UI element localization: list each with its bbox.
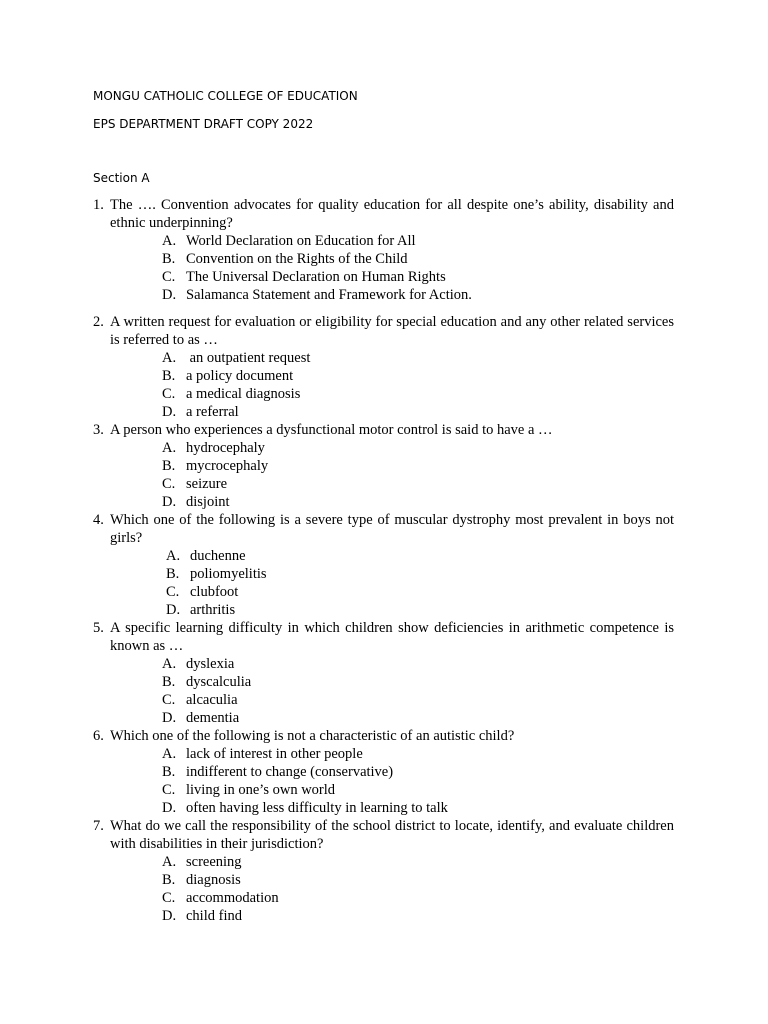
option-letter: B. <box>162 251 176 267</box>
question-6 <box>93 727 674 817</box>
option-a <box>162 232 674 250</box>
option-letter: D. <box>162 908 177 924</box>
option-b <box>162 367 674 385</box>
question-3 <box>93 421 674 511</box>
question-text: Which one of the following is a severe type of muscular dystrophy most prevalent in boys not girls? <box>110 512 674 546</box>
option-letter: D. <box>162 800 177 816</box>
department-title: EPS DEPARTMENT DRAFT COPY 2022 <box>93 117 314 131</box>
option-text: dyslexia <box>186 656 235 672</box>
option-text: child find <box>186 908 242 924</box>
option-letter: C. <box>162 386 176 402</box>
option-d <box>162 907 674 925</box>
option-text: mycrocephaly <box>186 458 269 474</box>
question-text: Which one of the following is not a characteristic of an autistic child? <box>110 728 515 744</box>
option-text: screening <box>186 854 242 870</box>
option-letter: D. <box>162 287 177 303</box>
question-number: 6. <box>93 728 104 744</box>
option-letter: C. <box>162 890 176 906</box>
option-text: an outpatient request <box>186 350 311 366</box>
answer-options <box>110 349 674 421</box>
option-letter: B. <box>162 764 176 780</box>
college-name: MONGU CATHOLIC COLLEGE OF EDUCATION <box>93 89 358 103</box>
option-b <box>162 871 674 889</box>
option-letter: B. <box>162 458 176 474</box>
option-text: living in one’s own world <box>186 782 336 798</box>
option-letter: A. <box>162 440 177 456</box>
option-letter: D. <box>162 710 177 726</box>
option-d <box>166 601 674 619</box>
option-d <box>162 286 674 304</box>
question-7 <box>93 817 674 925</box>
question-1 <box>93 196 674 304</box>
option-letter: A. <box>162 350 177 366</box>
option-text: The Universal Declaration on Human Rights <box>186 269 446 285</box>
option-letter: B. <box>162 368 176 384</box>
option-letter: A. <box>162 746 177 762</box>
option-text: indifferent to change (conservative) <box>186 764 394 780</box>
question-text: A specific learning difficulty in which children show deficiencies in arithmetic competence is known as … <box>110 620 674 654</box>
option-letter: A. <box>162 854 177 870</box>
option-text: dyscalculia <box>186 674 252 690</box>
option-letter: C. <box>162 782 176 798</box>
option-c <box>162 889 674 907</box>
option-b <box>162 673 674 691</box>
option-a <box>162 349 674 367</box>
question-text: What do we call the responsibility of the school district to locate, identify, and evaluate children with disabilities in their jurisdiction? <box>110 818 674 852</box>
option-letter: B. <box>162 674 176 690</box>
option-letter: D. <box>162 494 177 510</box>
question-number: 2. <box>93 314 104 330</box>
option-text: lack of interest in other people <box>186 746 363 762</box>
option-a <box>162 853 674 871</box>
answer-options <box>110 853 674 925</box>
option-letter: C. <box>162 269 176 285</box>
option-letter: D. <box>166 602 181 618</box>
question-text: A written request for evaluation or eligibility for special education and any other related services is referred to as … <box>110 314 674 348</box>
option-text: a medical diagnosis <box>186 386 301 402</box>
question-number: 1. <box>93 197 104 213</box>
question-number: 7. <box>93 818 104 834</box>
option-d <box>162 799 674 817</box>
option-letter: B. <box>162 872 176 888</box>
option-a <box>162 655 674 673</box>
question-number: 5. <box>93 620 104 636</box>
option-letter: C. <box>162 692 176 708</box>
answer-options <box>110 439 674 511</box>
option-text: World Declaration on Education for All <box>186 233 416 249</box>
question-5 <box>93 619 674 727</box>
option-c <box>162 475 674 493</box>
option-text: a referral <box>186 404 239 420</box>
question-number: 4. <box>93 512 104 528</box>
option-b <box>162 763 674 781</box>
question-text: The …. Convention advocates for quality education for all despite one’s ability, disability and ethnic underpinning? <box>110 197 674 231</box>
option-text: poliomyelitis <box>190 566 267 582</box>
option-letter: C. <box>162 476 176 492</box>
option-b <box>166 565 674 583</box>
option-d <box>162 403 674 421</box>
answer-options <box>110 655 674 727</box>
option-a <box>162 745 674 763</box>
option-text: hydrocephaly <box>186 440 265 456</box>
option-text: seizure <box>186 476 228 492</box>
option-a <box>166 547 674 565</box>
option-text: Convention on the Rights of the Child <box>186 251 408 267</box>
option-c <box>162 268 674 286</box>
answer-options <box>110 745 674 817</box>
option-b <box>162 250 674 268</box>
option-d <box>162 493 674 511</box>
question-text: A person who experiences a dysfunctional motor control is said to have a … <box>110 422 553 438</box>
answer-options <box>110 547 674 619</box>
option-c <box>162 691 674 709</box>
option-c <box>162 385 674 403</box>
option-text: dementia <box>186 710 240 726</box>
option-b <box>162 457 674 475</box>
option-text: often having less difficulty in learning to talk <box>186 800 448 816</box>
question-2 <box>93 313 674 421</box>
option-a <box>162 439 674 457</box>
option-letter: B. <box>166 566 180 582</box>
option-letter: A. <box>166 548 181 564</box>
option-d <box>162 709 674 727</box>
option-text: Salamanca Statement and Framework for Action. <box>186 287 472 303</box>
option-letter: A. <box>162 233 177 249</box>
option-c <box>162 781 674 799</box>
option-text: duchenne <box>190 548 246 564</box>
option-letter: A. <box>162 656 177 672</box>
option-letter: D. <box>162 404 177 420</box>
section-heading: Section A <box>93 171 150 185</box>
question-number: 3. <box>93 422 104 438</box>
option-text: a policy document <box>186 368 294 384</box>
option-text: arthritis <box>190 602 236 618</box>
option-text: disjoint <box>186 494 230 510</box>
option-text: diagnosis <box>186 872 241 888</box>
option-c <box>166 583 674 601</box>
question-4 <box>93 511 674 619</box>
question-list <box>93 196 674 925</box>
option-text: clubfoot <box>190 584 239 600</box>
option-text: alcaculia <box>186 692 238 708</box>
option-letter: C. <box>166 584 180 600</box>
option-text: accommodation <box>186 890 279 906</box>
answer-options <box>110 232 674 304</box>
